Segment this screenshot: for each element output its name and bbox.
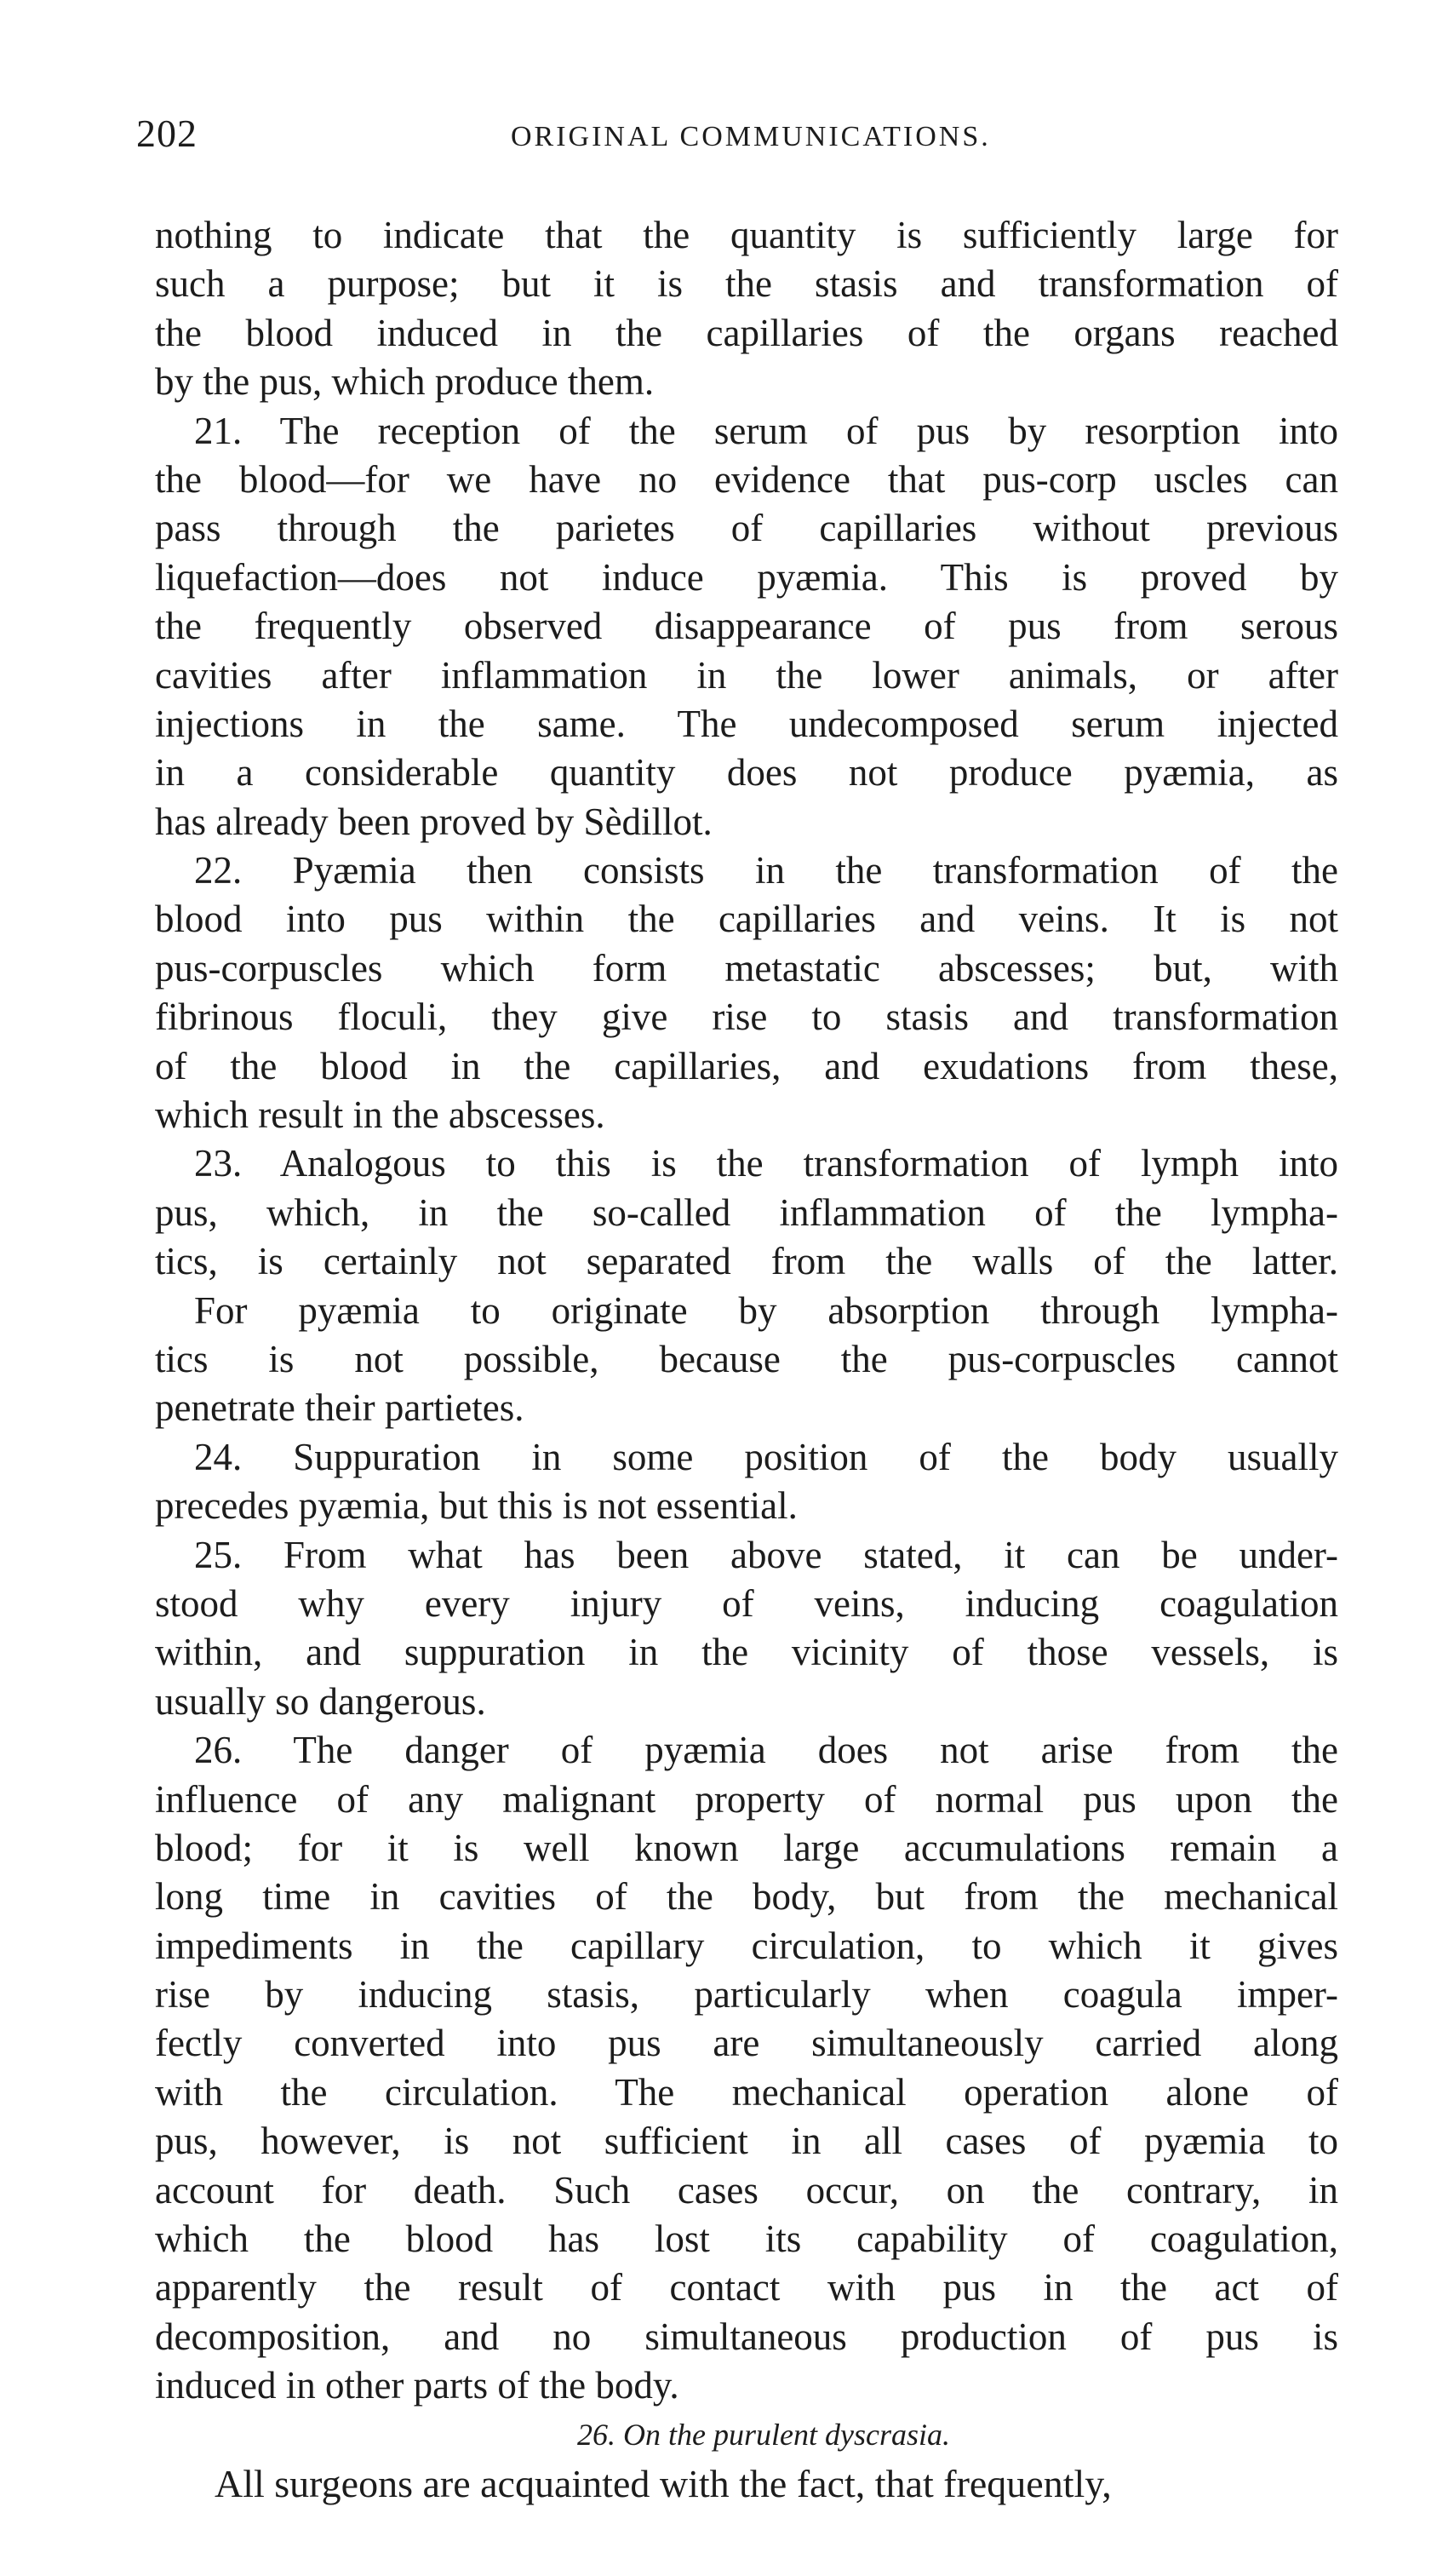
text-line: 23. Analogous to this is the transformation of lymph into: [194, 1142, 1338, 1185]
running-head: ORIGINAL COMMUNICATIONS.: [511, 121, 991, 152]
text-line: tics, is certainly not separated from the walls of the latter.: [155, 1240, 1338, 1283]
text-line: account for death. Such cases occur, on the contrary, in: [155, 2168, 1338, 2212]
text-line: injections in the same. The undecomposed serum injected: [155, 702, 1338, 745]
text-line: decomposition, and no simultaneous production of pus is: [155, 2315, 1338, 2358]
text-line: cavities after inflammation in the lower animals, or after: [155, 653, 1338, 697]
text-line: nothing to indicate that the quantity is sufficiently large for: [155, 214, 1338, 256]
text-line: pus, however, is not sufficient in all cases of pyæmia to: [155, 2120, 1338, 2163]
text-line: pus, which, in the so-called inflammation of the lympha-: [155, 1190, 1338, 1234]
text-line: impediments in the capillary circulation, to which it gives: [155, 1924, 1338, 1967]
text-line: the frequently observed disappearance of pus from serous: [155, 605, 1338, 648]
text-line: such a purpose; but it is the stasis and transformation of: [155, 262, 1338, 306]
text-line: usually so dangerous.: [155, 1679, 486, 1723]
text-line: tics is not possible, because the pus-corpuscles cannot: [155, 1337, 1338, 1380]
text-line: pass through the parietes of capillaries without previous: [155, 507, 1338, 550]
text-line: apparently the result of contact with pus in the act of: [155, 2266, 1338, 2309]
text-line: which the blood has lost its capability of coagulation,: [155, 2217, 1338, 2261]
text-line: induced in other parts of the body.: [155, 2364, 679, 2407]
text-line: 21. The reception of the serum of pus by resorption into: [194, 409, 1338, 452]
text-line: within, and suppuration in the vicinity of those vessels, is: [155, 1631, 1338, 1674]
text-line: precedes pyæmia, but this is not essential.: [155, 1484, 798, 1528]
text-line: fectly converted into pus are simultaneously carried along: [155, 2022, 1338, 2065]
text-line: 26. The danger of pyæmia does not arise from the: [194, 1729, 1338, 1772]
text-line: stood why every injury of veins, inducing coagulation: [155, 1581, 1338, 1625]
text-line: fibrinous floculi, they give rise to stasis and transformation: [155, 995, 1338, 1039]
text-line: liquefaction—does not induce pyæmia. This is proved by: [155, 555, 1338, 599]
text-line: rise by inducing stasis, particularly when coagula imper-: [155, 1973, 1338, 2017]
text-line: blood; for it is well known large accumulations remain a: [155, 1826, 1338, 1869]
text-line: the blood—for we have no evidence that pus-corp uscles can: [155, 457, 1338, 501]
text-line: has already been proved by Sèdillot.: [155, 800, 713, 843]
text-line: 25. From what has been above stated, it can be under-: [194, 1533, 1338, 1576]
page-number: 202: [136, 112, 198, 155]
text-line: 24. Suppuration in some position of the body usually: [194, 1435, 1338, 1478]
body-text: [155, 211, 1338, 2508]
text-line: which result in the abscesses.: [155, 1093, 605, 1137]
text-line: pus-corpuscles which form metastatic abscesses; but, with: [155, 946, 1338, 990]
text-line: blood into pus within the capillaries and veins. It is not: [155, 898, 1338, 941]
text-line: For pyæmia to originate by absorption through lympha-: [194, 1288, 1338, 1332]
text-line: influence of any malignant property of normal pus upon the: [155, 1777, 1338, 1821]
text-line: 22. Pyæmia then consists in the transformation of the: [194, 849, 1338, 892]
text-line: by the pus, which produce them.: [155, 360, 655, 404]
text-line: of the blood in the capillaries, and exudations from these,: [155, 1044, 1338, 1087]
text-line: the blood induced in the capillaries of the organs reached: [155, 311, 1338, 354]
text-line: long time in cavities of the body, but from the mechanical: [155, 1875, 1338, 1919]
text-line: with the circulation. The mechanical operation alone of: [155, 2070, 1338, 2114]
page-header: [136, 111, 1362, 170]
section-heading: 26. On the purulent dyscrasia.: [577, 2417, 950, 2452]
text-line: All surgeons are acquainted with the fact, that frequently,: [215, 2461, 1112, 2505]
text-line: penetrate their partietes.: [155, 1386, 524, 1430]
text-line: in a considerable quantity does not produce pyæmia, as: [155, 751, 1338, 795]
